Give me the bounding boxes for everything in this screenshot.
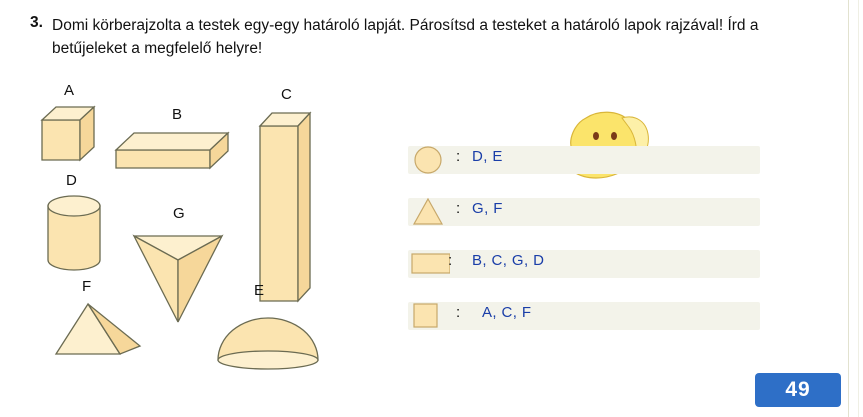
triangular-pyramid-shape [48, 298, 152, 370]
page-edge-rule [848, 0, 849, 417]
answer-write-line[interactable] [408, 302, 760, 330]
answer-write-line[interactable] [408, 146, 760, 174]
answer-value-1[interactable]: D, E [472, 148, 503, 165]
answer-row-circle[interactable] [400, 140, 800, 192]
page-edge-rule-inner [858, 0, 859, 417]
rectangle-shape-icon [410, 246, 453, 282]
shape-label-f: F [82, 278, 92, 295]
task-instructions: Domi körberajzolta a testek egy-egy határoló lapját. Párosítsd a testeket a határoló lapok rajzával! Írd a betűjeleket a megfelelő helyre! [52, 17, 759, 57]
answer-row-rectangle[interactable] [400, 244, 800, 296]
shape-label-a: A [64, 82, 75, 99]
answer-row-triangle[interactable] [400, 192, 800, 244]
shape-label-g: G [173, 205, 185, 222]
circle-shape-icon [410, 142, 450, 178]
shape-label-b: B [172, 106, 183, 123]
answer-write-line[interactable] [408, 198, 760, 226]
cylinder-shape [40, 192, 110, 284]
hemisphere-shape [208, 306, 328, 378]
cube-shape [38, 102, 104, 168]
answer-value-2[interactable]: G, F [472, 200, 503, 217]
answers-list [400, 140, 800, 348]
answer-write-line[interactable] [408, 250, 760, 278]
shape-label-d: D [66, 172, 77, 189]
answer-colon-3: : [448, 252, 453, 269]
shape-label-e: E [254, 282, 265, 299]
task-heading [30, 14, 760, 60]
task-number: 3. [30, 14, 43, 31]
triangle-shape-icon [410, 194, 450, 230]
answer-value-4[interactable]: A, C, F [482, 304, 532, 321]
shape-label-c: C [281, 86, 292, 103]
page-number-badge: 49 [755, 373, 841, 407]
answer-colon-4: : [456, 304, 461, 321]
square-shape-icon [410, 298, 450, 334]
answer-colon-1: : [456, 148, 461, 165]
rectangular-slab-shape [112, 128, 247, 184]
answer-value-3[interactable]: B, C, G, D [472, 252, 545, 269]
answer-row-square[interactable] [400, 296, 800, 348]
shapes-area [0, 70, 400, 360]
answer-colon-2: : [456, 200, 461, 217]
